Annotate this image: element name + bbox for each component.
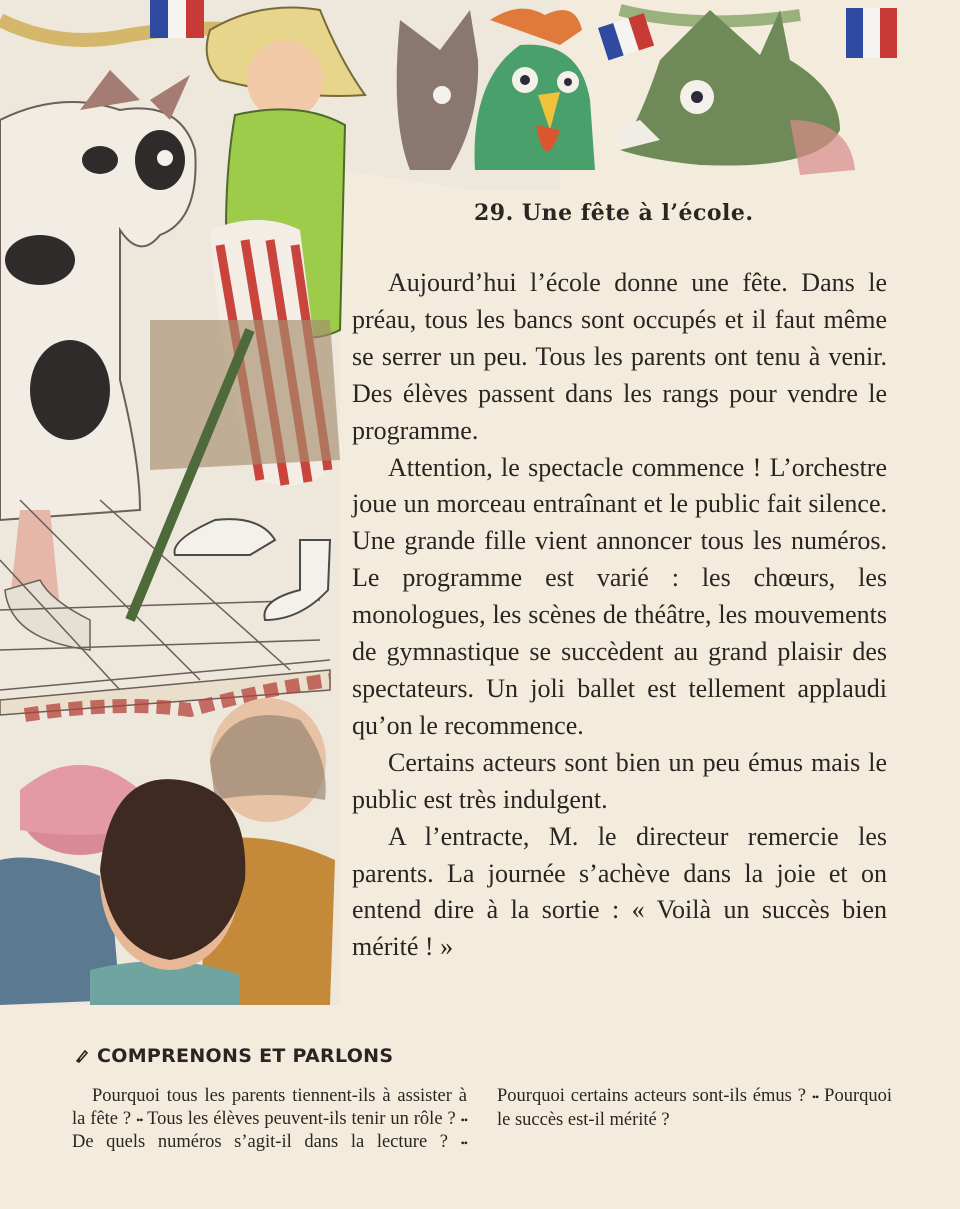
question: De quels numéros s’agit-il dans la lecture ? — [72, 1132, 448, 1152]
paragraph: Aujourd’hui l’école donne une fête. Dans le préau, tous les bancs sont occupés et il faut même se serrer un peu. Tous les parents ont tenu à venir. Des élèves passent dans les rangs pour vendre le programme. — [352, 268, 887, 445]
french-flag — [150, 0, 204, 38]
paragraph: Certains acteurs sont bien un peu émus mais le public est très indulgent. — [352, 747, 887, 814]
comprehension-section — [75, 1045, 895, 1067]
separator: •• — [460, 1136, 468, 1150]
separator: •• — [460, 1112, 468, 1127]
french-flag — [598, 13, 654, 60]
questions-paragraph — [72, 1085, 892, 1155]
pen-nib-icon — [75, 1049, 89, 1063]
separator: •• — [136, 1112, 143, 1127]
question: Tous les élèves peuvent-ils tenir un rôle ? — [147, 1108, 456, 1129]
separator: •• — [811, 1090, 819, 1104]
question: Pourquoi tous les parents tiennent-ils à assister à la fête ? — [72, 1086, 467, 1129]
donkey-mask — [618, 10, 856, 175]
paragraph: Attention, le spectacle commence ! L’orchestre joue un morceau entraînant et le public fait silence. Une grande fille vient annoncer tous les numéros. Le programme est varié : les chœurs, les monologues, les scènes de théâtre, les mouvements de gymnastique se succèdent au grand plaisir des spectateurs. Un joli ballet est tellement applaudi qu’on le recommence. — [352, 452, 887, 740]
question: Pourquoi certains acteurs sont-ils émus ? — [497, 1086, 806, 1106]
questions-block — [72, 1085, 892, 1155]
question: Pourquoi le succès est-il mérité ? — [497, 1086, 893, 1130]
reading-text — [352, 265, 887, 966]
section-title: COMPRENONS ET PARLONS — [97, 1045, 394, 1067]
lesson-title: 29. Une fête à l’école. — [474, 200, 754, 226]
paragraph: A l’entracte, M. le directeur remercie les parents. La journée s’achève dans la joie et on entend dire à la sortie : « Voilà un succès bien mérité ! » — [352, 821, 887, 962]
french-flag — [846, 8, 897, 58]
section-header — [75, 1045, 895, 1067]
